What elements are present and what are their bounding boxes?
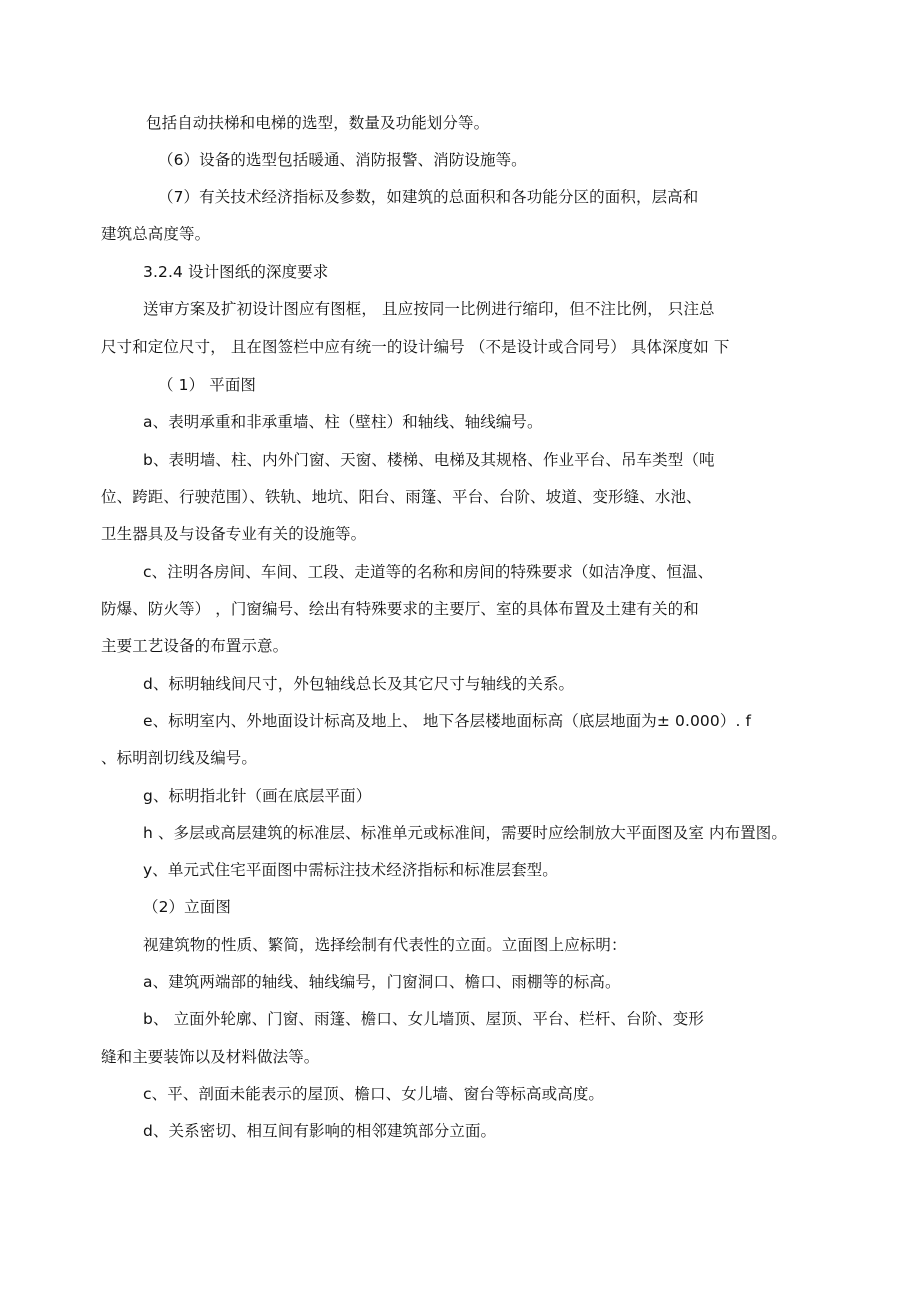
section-heading: 3.2.4 设计图纸的深度要求 [143, 263, 329, 281]
text-line: 包括自动扶梯和电梯的选型，数量及功能划分等。 [146, 114, 490, 132]
list-item: b、 立面外轮廓、门窗、雨篷、檐口、女儿墙顶、屋顶、平台、栏杆、台阶、变形 [143, 1010, 704, 1028]
list-item: d、关系密切、相互间有影响的相邻建筑部分立面。 [143, 1122, 497, 1140]
list-item: e、标明室内、外地面设计标高及地上、 地下各层楼地面标高（底层地面为± 0.000）. f [143, 712, 752, 730]
text-line: 防爆、防火等） ，门窗编号、绘出有特殊要求的主要厅、室的具体布置及土建有关的和 [101, 600, 699, 618]
text-line: （6）设备的选型包括暖通、消防报警、消防设施等。 [158, 151, 527, 169]
list-item: c、平、剖面未能表示的屋顶、檐口、女儿墙、窗台等标高或高度。 [143, 1085, 605, 1103]
list-item: b、表明墙、柱、内外门窗、天窗、楼梯、电梯及其规格、作业平台、吊车类型（吨 [143, 451, 715, 469]
list-item: d、标明轴线间尺寸，外包轴线总长及其它尺寸与轴线的关系。 [143, 675, 575, 693]
list-item: h 、多层或高层建筑的标准层、标准单元或标准间，需要时应绘制放大平面图及室 内布置图。 [143, 824, 787, 842]
text-line: 缝和主要装饰以及材料做法等。 [101, 1048, 320, 1066]
list-item: g、标明指北针（画在底层平面） [143, 787, 372, 805]
text-line: 视建筑物的性质、繁简，选择绘制有代表性的立面。立面图上应标明： [143, 936, 627, 954]
subsection-heading: （2）立面图 [143, 898, 231, 916]
list-item: c、注明各房间、车间、工段、走道等的名称和房间的特殊要求（如洁净度、恒温、 [143, 563, 714, 581]
text-line: 尺寸和定位尺寸， 且在图签栏中应有统一的设计编号 （不是设计或合同号） 具体深度如 下 [101, 338, 730, 356]
text-line: （7）有关技术经济指标及参数，如建筑的总面积和各功能分区的面积，层高和 [158, 188, 699, 206]
list-item: a、建筑两端部的轴线、轴线编号，门窗洞口、檐口、雨棚等的标高。 [143, 973, 621, 991]
text-line: 卫生器具及与设备专业有关的设施等。 [101, 525, 367, 543]
text-line: 送审方案及扩初设计图应有图框， 且应按同一比例进行缩印，但不注比例， 只注总 [143, 300, 715, 318]
text-line: 建筑总高度等。 [101, 225, 211, 243]
text-line: 位、跨距、行驶范围）、铁轨、地坑、阳台、雨篷、平台、台阶、坡道、变形缝、水池、 [101, 488, 702, 506]
text-line: 主要工艺设备的布置示意。 [101, 637, 289, 655]
text-line: 、标明剖切线及编号。 [101, 749, 258, 767]
list-item: a、表明承重和非承重墙、柱（壁柱）和轴线、轴线编号。 [143, 413, 543, 431]
subsection-heading: （ 1） 平面图 [158, 376, 257, 394]
list-item: y、单元式住宅平面图中需标注技术经济指标和标准层套型。 [143, 861, 558, 879]
